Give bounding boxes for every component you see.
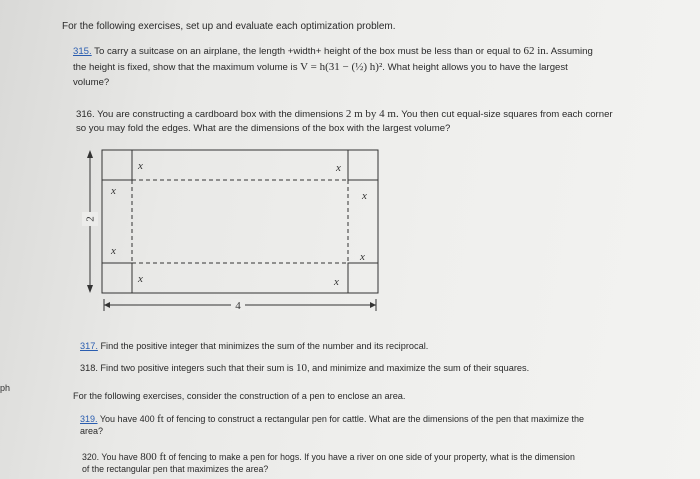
exercise-317: 317. Find the positive integer that minimizes the sum of the number and its reciprocal. xyxy=(80,341,429,351)
exercise-315-line2: the height is fixed, show that the maximum volume is V = h(31 − (½) h)². What height allows you to have the largest xyxy=(73,61,568,73)
x-label-bottom-right: x xyxy=(334,276,339,288)
height-arrow-top xyxy=(87,150,93,158)
exercise-317-number[interactable]: 317. xyxy=(80,341,98,351)
corner-square-bottom-right xyxy=(348,263,378,293)
x-label-top-left: x xyxy=(138,160,143,172)
exercise-316-line1: 316. You are constructing a cardboard box with the dimensions 2 m by 4 m. You then cut equal-size squares from each corner xyxy=(76,108,613,120)
x-label-left-upper: x xyxy=(111,185,116,197)
exercise-319-line2: area? xyxy=(80,426,104,436)
width-label: 4 xyxy=(235,300,241,312)
width-arrow-right xyxy=(370,302,376,308)
x-label-right-upper: x xyxy=(362,190,367,202)
x-label-right-lower: x xyxy=(360,251,365,263)
intro-pen-heading: For the following exercises, consider the construction of a pen to enclose an area. xyxy=(73,391,406,401)
exercise-315-line3: volume? xyxy=(73,77,110,88)
corner-square-top-left xyxy=(102,150,132,180)
exercise-320-line2: of the rectangular pen that maximizes the area? xyxy=(82,464,269,474)
height-label: 2 xyxy=(84,216,97,222)
exercise-315-number[interactable]: 315. xyxy=(73,46,92,57)
volume-formula: V = h(31 − (½) h)² xyxy=(300,61,383,73)
corner-square-top-right xyxy=(348,150,378,180)
left-edge-text-fragment: ph xyxy=(0,383,11,393)
exercise-316-line2: so you may fold the edges. What are the dimensions of the box with the largest volume? xyxy=(76,123,451,134)
x-label-top-right: x xyxy=(336,162,341,174)
exercise-319-number[interactable]: 319. xyxy=(80,414,98,424)
width-arrow-left xyxy=(104,302,110,308)
exercise-315-line1: 315. To carry a suitcase on an airplane, the length +width+ height of the box must be less than or equal to 62 in. Assuming xyxy=(73,45,593,57)
corner-square-bottom-left xyxy=(102,263,132,293)
intro-heading: For the following exercises, set up and evaluate each optimization problem. xyxy=(62,21,396,32)
x-label-left-lower: x xyxy=(111,245,116,257)
height-arrow-bottom xyxy=(87,285,93,293)
exercise-320-line1: 320. You have 800 ft of fencing to make a pen for hogs. If you have a river on one side of your property, what is the dimension xyxy=(82,451,575,463)
x-label-bottom-left: x xyxy=(138,273,143,285)
exercise-319-line1: 319. You have 400 ft of fencing to construct a rectangular pen for cattle. What are the dimensions of the pen that maximize the xyxy=(80,413,585,425)
exercise-318: 318. Find two positive integers such that their sum is 10, and minimize and maximize the sum of their squares. xyxy=(80,362,530,374)
cardboard-box-figure xyxy=(80,142,390,322)
